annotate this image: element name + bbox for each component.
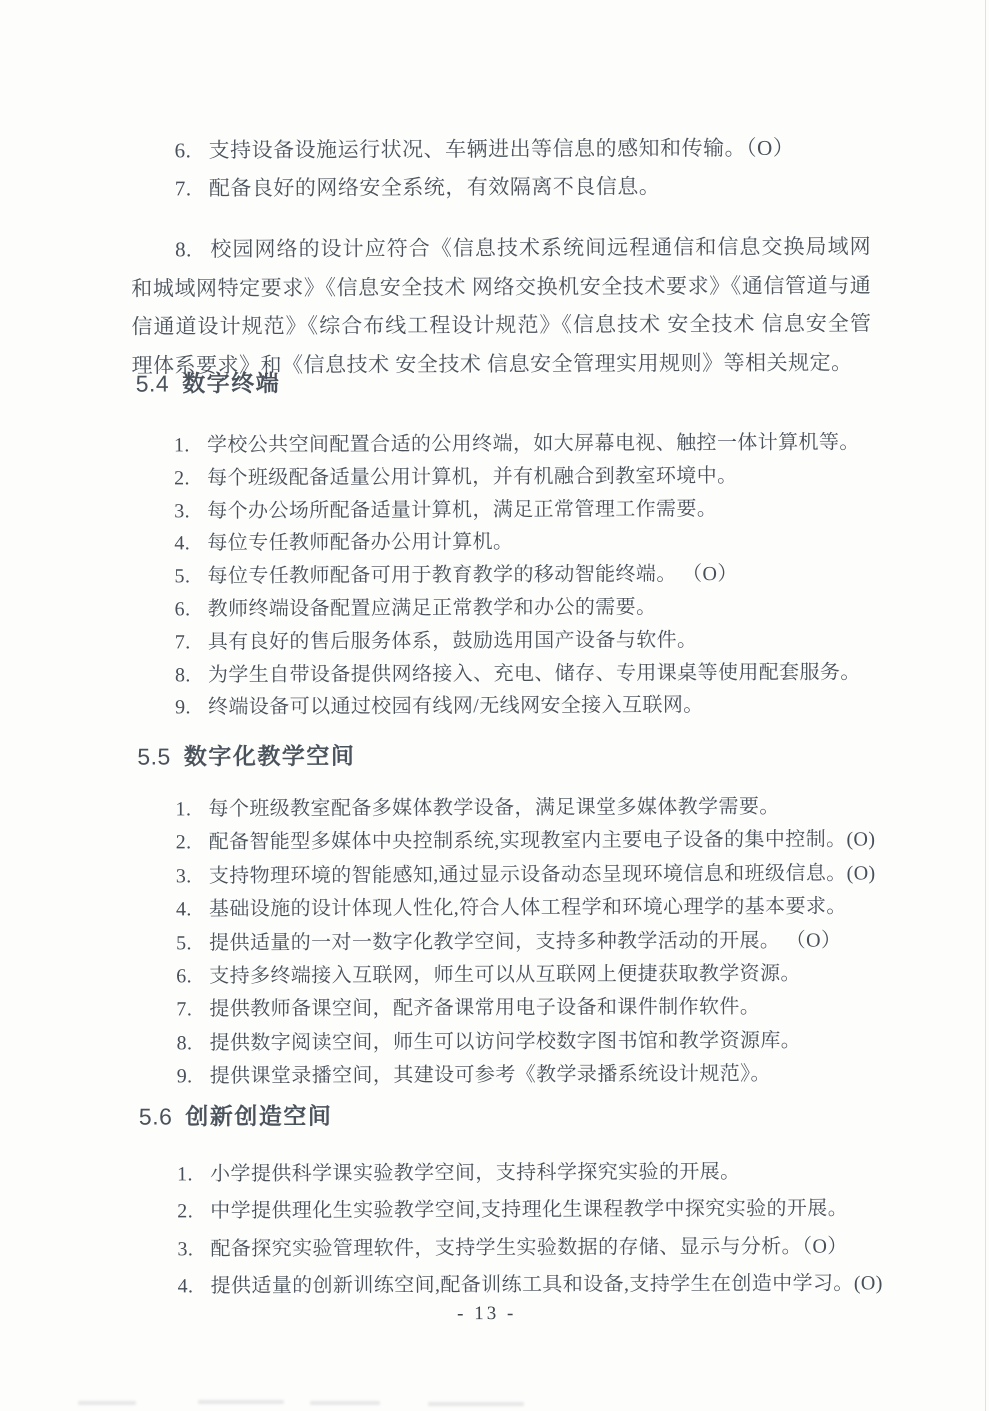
list-item (175, 171, 661, 203)
item-text: 每位专任教师配备可用于教育教学的移动智能终端。 （O） (207, 563, 738, 588)
item-text: 支持多终端接入互联网，师生可以从互联网上便捷获取教学资源。 (209, 962, 801, 988)
list-item (5, 1057, 989, 1095)
item-number: 8. (174, 663, 191, 687)
item-text: 每位专任教师配备办公用计算机。 (207, 531, 514, 555)
item-text: 每个班级教室配备多媒体教学设备，满足课堂多媒体教学需要。 (208, 795, 780, 821)
item-number: 2. (174, 467, 190, 490)
section-list (3, 790, 989, 1095)
section-list (5, 1153, 989, 1307)
item-text: 配备探究实验管理软件，支持学生实验数据的存储、显示与分析。（O） (210, 1235, 848, 1261)
list-item (4, 857, 989, 895)
list-item (4, 923, 989, 961)
list-item (2, 524, 989, 561)
item-number: 5. (174, 565, 191, 588)
list-item (4, 1024, 989, 1062)
list-item (2, 459, 989, 496)
item-number: 7. (174, 631, 191, 654)
list-item (3, 655, 989, 692)
item-text: 支持物理环境的智能感知,通过显示设备动态呈现环境信息和班级信息。(O) (208, 862, 876, 888)
scan-smudge (198, 1400, 284, 1404)
section-number: 5.5 (137, 743, 171, 770)
item-number: 8. (176, 1032, 193, 1055)
item-text: 终端设备可以通过校园有线网/无线网安全接入互联网。 (208, 694, 704, 719)
item-text: 为学生自带设备提供网络接入、充电、储存、专用课桌等使用配套服务。 (207, 661, 861, 686)
list-item (2, 491, 989, 528)
item-text: 具有良好的售后服务体系，鼓励选用国产设备与软件。 (207, 628, 698, 654)
section-heading (139, 1098, 333, 1132)
list-item (6, 1265, 989, 1307)
item-text: 配备良好的网络安全系统，有效隔离不良信息。 (208, 174, 661, 201)
list-item (3, 790, 989, 828)
item-text: 提供课堂录播空间，其建设可参考《教学录播系统设计规范》。 (209, 1062, 771, 1088)
item-number: 8. (175, 237, 192, 262)
item-number: 4. (177, 1275, 194, 1298)
scan-smudge (310, 1401, 380, 1405)
item-number: 4. (174, 532, 191, 555)
item-text: 提供教师备课空间，配齐备课常用电子设备和课件制作软件。 (209, 996, 761, 1021)
scan-smudge (78, 1401, 136, 1405)
item-number: 3. (175, 865, 192, 888)
section-title: 数字化教学空间 (183, 742, 356, 770)
item-text: 配备智能型多媒体中央控制系统,实现教室内主要电子设备的集中控制。(O) (208, 828, 876, 854)
scan-edge-line (985, 0, 986, 1411)
list-item (2, 426, 989, 463)
item-number: 7. (174, 176, 192, 201)
item-text: 支持设备设施运行状况、车辆进出等信息的感知和传输。（O） (208, 135, 795, 163)
item-text: 每个班级配备适量公用计算机，并有机融合到教室环境中。 (207, 464, 738, 490)
page-number: - 13 - (457, 1302, 517, 1325)
item-text: 中学提供理化生实验教学空间,支持理化生课程教学中探究实验的开展。 (210, 1197, 849, 1223)
item-number: 3. (177, 1238, 194, 1261)
scan-smudge (428, 1402, 524, 1406)
item-number: 9. (176, 1065, 193, 1088)
item-text: 提供适量的一对一数字化教学空间，支持多种教学活动的开展。 （O） (209, 929, 842, 954)
section-heading (137, 738, 355, 772)
list-item (2, 557, 989, 594)
list-item (3, 688, 989, 725)
item-text: 小学提供科学课实验教学空间，支持科学探究实验的开展。 (210, 1160, 741, 1186)
section-number: 5.4 (135, 370, 170, 397)
item-text: 校园网络的设计应符合《信息技术系统间远程通信和信息交换局域网和城域网特定要求》《信息安全技术 网络交换机安全技术要求》《通信管道与通信通道设计规范》《综合布线工程设计规范》《信息技术 安全技术 信息安全管理体系要求》和《信息技术 安全技术 信息安全管理实用规则》等相关规定。 (131, 234, 872, 378)
list-item (5, 1190, 989, 1232)
item-number: 5. (176, 931, 192, 954)
item-number: 6. (174, 138, 192, 163)
list-item (3, 590, 989, 627)
item-text: 提供适量的创新训练空间,配备训练工具和设备,支持学生在创造中学习。(O) (210, 1272, 883, 1298)
section-list (2, 426, 989, 725)
item-number: 4. (175, 898, 192, 921)
item-number: 1. (175, 798, 192, 821)
list-item-paragraph (131, 227, 872, 384)
list-item (3, 623, 989, 660)
list-item (5, 1228, 989, 1270)
list-item (4, 823, 989, 861)
item-number: 3. (174, 499, 191, 523)
item-number: 1. (173, 434, 190, 457)
list-item (4, 890, 989, 928)
item-text: 每个办公场所配备适量计算机，满足正常管理工作需要。 (207, 497, 718, 522)
item-text: 提供数字阅读空间，师生可以访问学校数字图书馆和教学资源库。 (209, 1029, 802, 1055)
list-item (175, 133, 795, 166)
item-number: 6. (174, 598, 191, 621)
item-text: 学校公共空间配置合适的公用终端，如大屏幕电视、触控一体计算机等。 (206, 431, 860, 457)
item-text: 基础设施的设计体现人性化,符合人体工程学和环境心理学的基本要求。 (208, 895, 847, 921)
item-number: 2. (177, 1200, 194, 1223)
list-item (4, 957, 989, 995)
item-number: 7. (176, 998, 193, 1021)
list-item (5, 1153, 989, 1195)
list-item (4, 990, 989, 1028)
item-number: 6. (176, 965, 193, 988)
section-heading (136, 365, 281, 399)
item-number: 9. (175, 696, 191, 719)
section-title: 创新创造空间 (185, 1102, 333, 1130)
section-title: 数字终端 (182, 369, 281, 397)
section-number: 5.6 (138, 1103, 173, 1130)
item-text: 教师终端设备配置应满足正常教学和办公的需要。 (207, 596, 657, 621)
item-number: 1. (177, 1163, 193, 1186)
item-number: 2. (175, 831, 192, 854)
